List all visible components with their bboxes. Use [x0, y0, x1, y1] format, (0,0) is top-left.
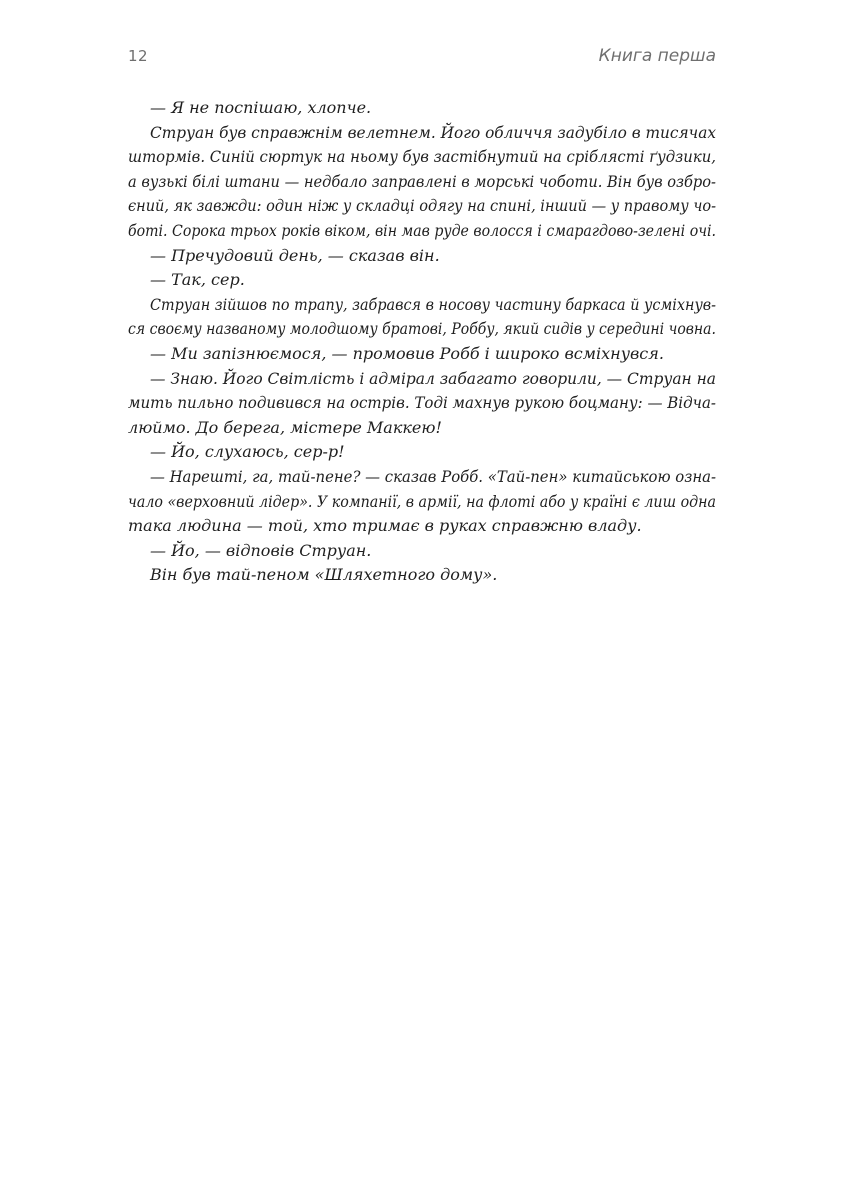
running-head — [128, 46, 716, 66]
text-line-content: — Так, сер. — [150, 270, 245, 290]
text-line-content: така людина — той, хто тримає в руках справжню владу. — [128, 516, 642, 536]
text-line — [128, 342, 716, 367]
text-line-content: — Знаю. Його Світлість і адмірал забагато говорили, — Струан на — [150, 368, 716, 388]
text-line-content: єний, як завжди: один ніж у складці одягу на спині, інший — у правому чо- — [128, 196, 716, 216]
text-line — [128, 490, 716, 515]
body-text — [128, 96, 716, 588]
text-line — [128, 293, 716, 318]
text-line-content: Струан зійшов по трапу, забрався в носову частину баркаса й усміхнув- — [150, 294, 716, 314]
text-line — [128, 391, 716, 416]
page-number: 12 — [128, 47, 149, 65]
text-line — [128, 219, 716, 244]
text-line — [128, 539, 716, 564]
text-line-content: — Йо, слухаюсь, сер-р! — [150, 442, 345, 462]
text-line — [128, 416, 716, 441]
text-line — [128, 268, 716, 293]
text-line — [128, 367, 716, 392]
text-line — [128, 244, 716, 269]
text-line-content: чало «верховний лідер». У компанії, в армії, на флоті або у країні є лиш одна — [128, 491, 716, 511]
text-line — [128, 194, 716, 219]
running-header-title: Книга перша — [598, 46, 716, 66]
text-line — [128, 121, 716, 146]
text-line — [128, 317, 716, 342]
text-line — [128, 514, 716, 539]
text-line-content: ся своєму названому молодшому братові, Роббу, який сидів у середині човна. — [128, 319, 716, 339]
text-line-content: — Пречудовий день, — сказав він. — [150, 245, 440, 265]
text-line — [128, 440, 716, 465]
text-line-content: Він був тай-пеном «Шляхетного дому». — [150, 565, 498, 585]
text-line — [128, 563, 716, 588]
text-line — [128, 170, 716, 195]
text-line-content: мить пильно подивився на острів. Тоді махнув рукою боцману: — Відча- — [128, 393, 716, 413]
text-line-content: Струан був справжнім велетнем. Його обличчя задубіло в тисячах — [150, 122, 716, 142]
text-line — [128, 96, 716, 121]
text-line-content: — Ми запізнюємося, — промовив Робб і широко всміхнувся. — [150, 343, 664, 363]
text-line-content: боті. Сорока трьох років віком, він мав руде волосся і смарагдово-зелені очі. — [128, 220, 716, 240]
text-line-content: штормів. Синій сюртук на ньому був застібнутий на сріблясті ґудзики, — [128, 147, 716, 167]
text-line-content: люймо. До берега, містере Маккею! — [128, 417, 442, 437]
text-line — [128, 145, 716, 170]
text-line-content: — Я не поспішаю, хлопче. — [150, 98, 372, 117]
text-line-content: а вузькі білі штани — недбало заправлені в морські чоботи. Він був озбро- — [128, 171, 716, 191]
text-line-content: — Йо, — відповів Струан. — [150, 540, 372, 560]
text-line — [128, 465, 716, 490]
text-line-content: — Нарешті, га, тай-пене? — сказав Робб. «Тай-пен» китайською озна- — [150, 466, 716, 486]
